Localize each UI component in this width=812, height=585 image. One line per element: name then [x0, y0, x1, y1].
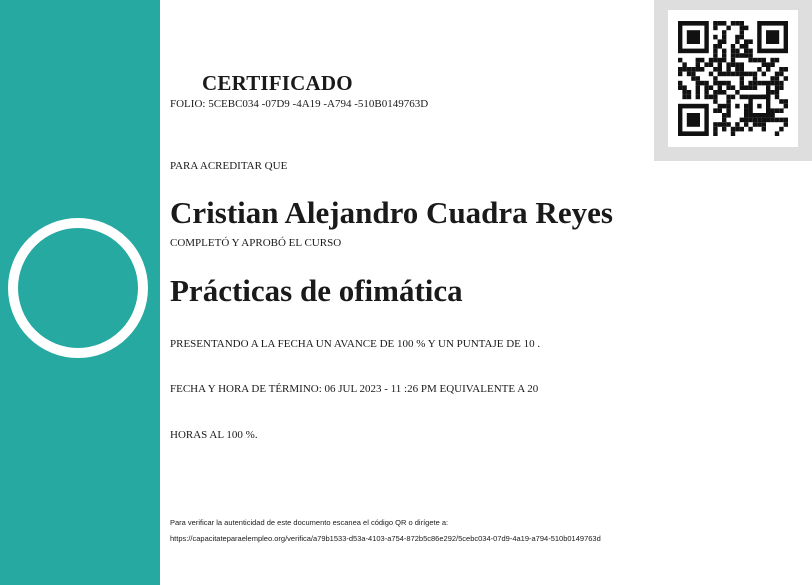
verification-instructions: Para verificar la autenticidad de este documento escanea el código QR o dirígete a: — [170, 518, 449, 527]
qr-frame — [654, 0, 812, 161]
recipient-name: Cristian Alejandro Cuadra Reyes — [170, 195, 613, 230]
course-name: Prácticas de ofimática — [170, 273, 463, 308]
progress-text: PRESENTANDO A LA FECHA UN AVANCE DE 100 % Y UN PUNTAJE DE 10 . — [170, 338, 541, 350]
verification-url[interactable]: https://capacitateparaelempleo.org/verifica/a79b1533-d53a-4103-a754-872b5c86e292/5cebc034-07d9-4a19-a794-510b0149763d — [170, 534, 601, 543]
qr-code-graphic — [678, 21, 788, 136]
hours-text: HORAS AL 100 %. — [170, 429, 258, 441]
side-accent-band — [0, 0, 160, 585]
intro-text: PARA ACREDITAR QUE — [170, 160, 288, 172]
folio-text: FOLIO: 5CEBC034 -07D9 -4A19 -A794 -510B0149763D — [170, 98, 429, 110]
finish-date-text: FECHA Y HORA DE TÉRMINO: 06 JUL 2023 - 11 :26 PM EQUIVALENTE A 20 — [170, 383, 539, 395]
certificate-title: CERTIFICADO — [202, 71, 353, 95]
completed-text: COMPLETÓ Y APROBÓ EL CURSO — [170, 237, 342, 249]
circle-decoration — [8, 218, 148, 358]
qr-code-icon — [668, 10, 798, 147]
